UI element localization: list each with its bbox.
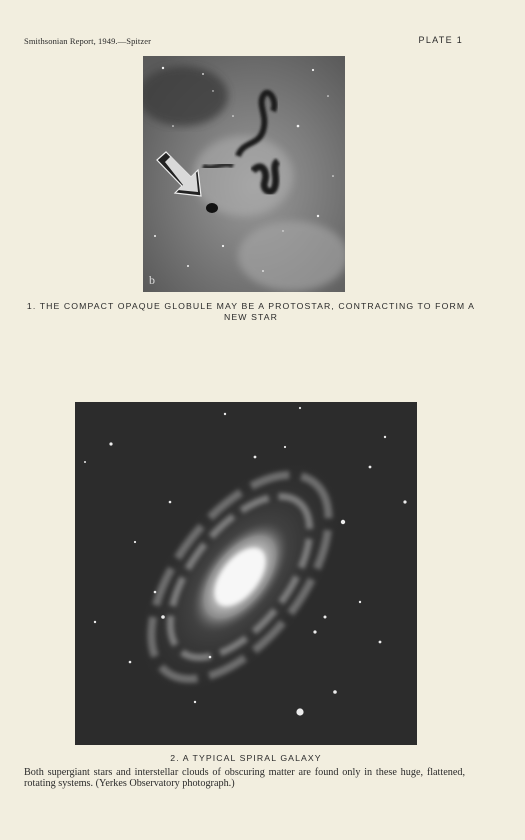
globule-photograph [143, 56, 345, 292]
globule [206, 203, 218, 213]
inset-mark: b [149, 273, 155, 287]
figure-2-caption-body: Both supergiant stars and interstellar clouds of obscuring matter are found only in these huge, flattened, rotating systems. (Yerkes Observatory photograph.) [24, 767, 465, 790]
figure-2-caption-title: 2. A TYPICAL SPIRAL GALAXY [170, 753, 322, 763]
page-header-left: Smithsonian Report, 1949.—Spitzer [24, 36, 152, 46]
page-header-plate-number: PLATE 1 [418, 35, 463, 45]
figure-1-caption: 1. THE COMPACT OPAQUE GLOBULE MAY BE A PROTOSTAR, CONTRACTING TO FORM A NEW STAR [26, 301, 476, 322]
spiral-galaxy-photograph [75, 402, 417, 745]
